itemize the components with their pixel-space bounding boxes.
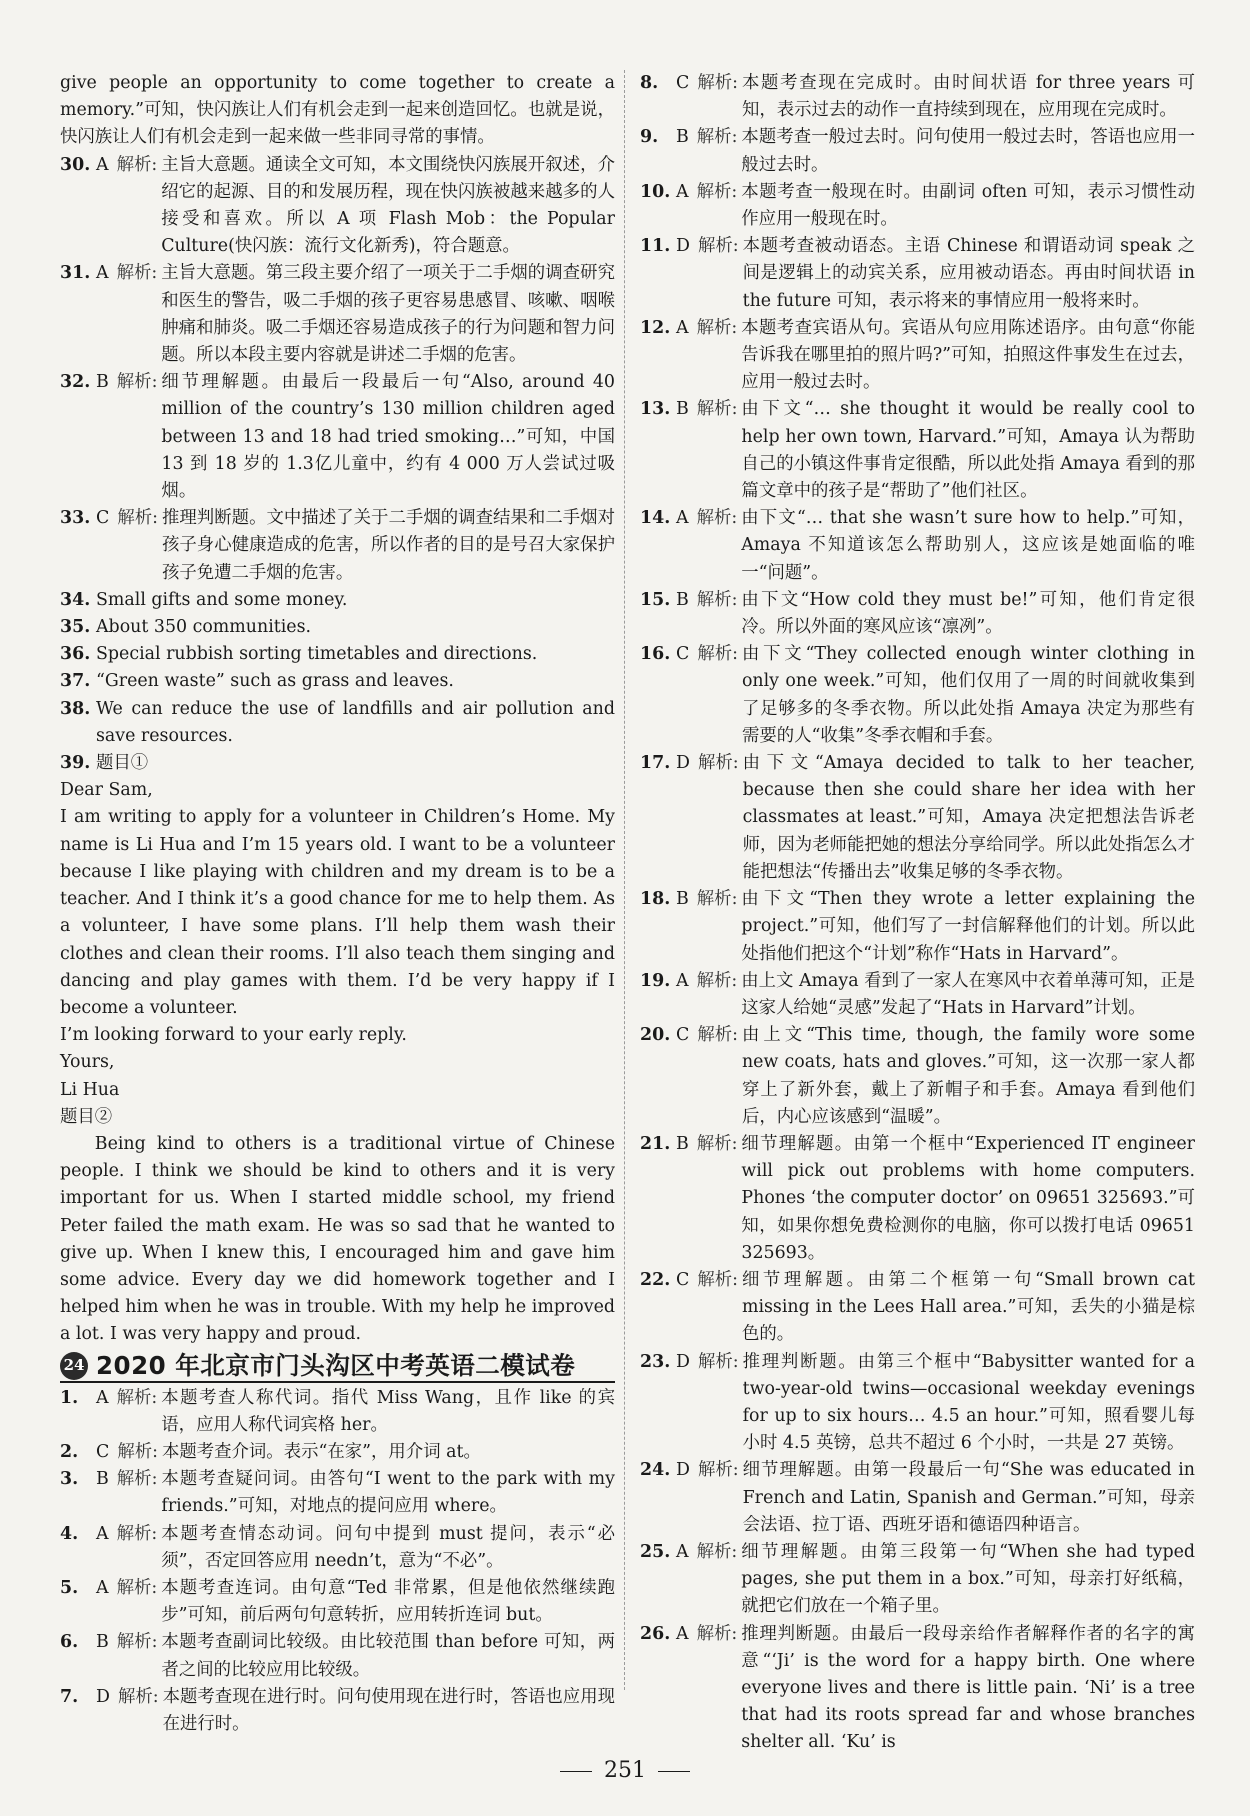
analysis-label: 解析: [116,1387,158,1408]
explanation-text: 由下文“… that she wasn’t sure how to help.”可知，Amaya 不知道该怎么帮助别人，这应该是她面临的唯一“问题”。 [741,508,1195,583]
explanation-text: 本题考查介词。表示“在家”，用介词 at。 [161,1441,481,1462]
answer-letter: A [96,1387,109,1408]
answer-item [640,1349,1195,1458]
analysis-label: 解析: [117,508,158,529]
answer-item [640,1457,1195,1539]
answer-item [640,641,1195,750]
explanation-text: 由下文“Amaya decided to talk to her teacher, because then she could share her idea with her classmates at least.”可知，Amaya 决定把想法告诉老师，因为老师能把她的想法分享给同学。所以此处指怎么才能把想法“传播出去”收集足够的冬季衣物。 [742,753,1195,882]
question-number: 26. [640,1623,671,1644]
column-divider [624,70,625,1690]
explanation-text: 由下文“How cold they must be!”可知，他们肯定很冷。所以外面的寒风应该“凛冽”。 [741,589,1195,638]
answer-letter: C [676,644,690,665]
question-number: 30. [60,154,91,175]
explanation-text: 推理判断题。由第三个框中“Babysitter wanted for a two-year-old twins—occasional weekday evenings for up to six hours… 4.5 an hour.”可知，照看婴儿每小时 4.5 英镑，总共不超过 6 个小时，一共是 27 英镑。 [742,1351,1195,1454]
question-number: 4. [60,1523,79,1544]
letter-body: I am writing to apply for a volunteer in Children’s Home. My name is Li Hua and I’m 15 years old. I want to be a volunteer because I like playing with children and my dream is to be a teacher. And I think it’s a good chance for me to help them. As a volunteer, I have some plans. I’ll help them wash their clothes and clean their rooms. I’ll also teach them singing and dancing and play games with them. I’d be very happy if I become a volunteer. [60,807,615,1018]
right-column [640,70,1195,1757]
answer-item [60,1684,615,1738]
section-title: 2020 年北京市门头沟区中考英语二模试卷 [96,1350,576,1380]
answer-item [640,1131,1195,1267]
analysis-label: 解析: [696,127,738,148]
section-heading [60,1352,615,1383]
question-number: 19. [640,970,671,991]
answer-item [640,396,1195,505]
analysis-label: 解析: [116,263,158,284]
question-number: 13. [640,399,671,420]
answer-letter: A [676,970,689,991]
answer-item [640,505,1195,587]
answer-item [60,641,615,668]
answer-letter: B [676,399,689,420]
explanation-text: 细节理解题。由第三段第一句“When she had typed pages, she put them in a box.”可知，母亲打好纸稿，就把它们放在一个箱子里。 [741,1541,1195,1617]
analysis-label: 解析: [117,1441,158,1462]
page-number-dash-right [658,1771,690,1772]
question-number: 36. [60,644,91,665]
essay-body: Being kind to others is a traditional virtue of Chinese people. I think we should be kind to others and it is very important for us. When I started middle school, my friend Peter failed the math exam. He was so sad that he wanted to give up. When I knew this, I encouraged him and gave him some advice. Every day we did homework together and I helped him when he was in trouble. With my help he improved a lot. I was very happy and proud. [60,1133,615,1345]
analysis-label: 解析: [697,753,739,774]
letter-name: Li Hua [60,1079,120,1100]
question-number: 39. [60,753,91,774]
answer-letter: C [676,1269,690,1290]
question-number: 5. [60,1577,79,1598]
analysis-label: 解析: [116,1577,158,1598]
explanation-text: About 350 communities. [96,617,312,638]
explanation-text: 本题考查被动语态。主语 Chinese 和谓语动词 speak 之间是逻辑上的动宾关系，应用被动语态。再由时间状语 in the future 可知，表示将来的事情应用一般将来时。 [742,236,1195,311]
explanation-text: 本题考查疑问词。由答句“I went to the park with my friends.”可知，对地点的提问应用 where。 [161,1469,615,1517]
explanation-text: 由上文 Amaya 看到了一家人在寒风中衣着单薄可知，正是这家人给她“灵感”发起了“Hats in Harvard”计划。 [741,970,1195,1018]
question-number: 15. [640,589,671,610]
question-number: 18. [640,889,671,910]
question-number: 2. [60,1441,79,1462]
question-number: 3. [60,1469,79,1490]
analysis-label: 解析: [696,508,738,529]
explanation-text: “Green waste” such as grass and leaves. [96,671,454,692]
explanation-text: 主旨大意题。第三段主要介绍了一项关于二手烟的调查研究和医生的警告，吸二手烟的孩子更容易患感冒、咳嗽、咽喉肿痛和肺炎。吸二手烟还容易造成孩子的行为问题和智力问题。所以本段主要内容就是讲述二手烟的危害。 [161,263,615,366]
answer-item [60,1466,615,1520]
analysis-label: 解析: [697,73,738,93]
analysis-label: 解析: [696,317,738,338]
analysis-label: 解析: [696,181,738,202]
answer-item [60,696,615,750]
answer-letter: D [676,236,690,257]
answer-item [640,968,1195,1022]
answer-item [60,1439,615,1466]
explanation-text: 本题考查一般过去时。问句使用一般过去时，答语也应用一般过去时。 [741,127,1195,175]
explanation-text: 细节理解题。由第二个框第一句“Small brown cat missing in the Lees Hall area.”可知，丢失的小猫是棕色的。 [741,1269,1195,1345]
left-column [60,70,615,1738]
analysis-label: 解析: [116,1523,158,1544]
answer-letter: B [96,1469,109,1490]
page-number-dash-left [560,1771,592,1772]
answer-item [640,587,1195,641]
explanation-text: 由上文“This time, though, the family wore some new coats, hats and gloves.”可知，这一次那一家人都穿上了新外套，戴上了新帽子和手套。Amaya 看到他们后，内心应该感到“温暖”。 [741,1025,1195,1127]
question-number: 14. [640,508,671,529]
analysis-label: 解析: [697,236,739,257]
analysis-label: 解析: [696,889,738,910]
answer-letter: D [676,753,690,774]
explanation-text: 本题考查情态动词。问句中提到 must 提问，表示“必须”，否定回答应用 needn’t，意为“不必”。 [161,1523,615,1571]
explanation-text: 由下文“They collected enough winter clothing in only one week.”可知，他们仅用了一周的时间就收集到了足够多的冬季衣物。所以此处指 Amaya 决定为那些有需要的人“收集”冬季衣帽和手套。 [741,644,1195,746]
explanation-text: We can reduce the use of landfills and air pollution and save resources. [96,698,615,746]
explanation-text: Special rubbish sorting timetables and directions. [96,644,538,665]
analysis-label: 解析: [116,154,158,175]
page-number [0,1758,1250,1783]
answer-letter: A [676,508,689,529]
question-number: 21. [640,1133,671,1154]
question-number: 35. [60,617,91,638]
answer-item [640,70,1195,124]
explanation-text: 推理判断题。文中描述了关于二手烟的调查结果和二手烟对孩子身心健康造成的危害，所以作者的目的是号召大家保护孩子免遭二手烟的危害。 [161,508,615,583]
answer-letter: B [96,1632,109,1653]
answer-item [640,315,1195,397]
answer-item [640,179,1195,233]
answer-item [640,124,1195,178]
question-number: 20. [640,1025,671,1046]
analysis-label: 解析: [697,644,738,665]
question-number: 34. [60,589,91,610]
answer-item [60,668,615,695]
answer-letter: D [96,1686,110,1707]
answer-letter: C [96,1441,110,1462]
intro-paragraph: give people an opportunity to come together to create a memory.”可知，快闪族让人们有机会走到一起来创造回忆。也就是说，快闪族让人们有机会走到一起来做一些非同寻常的事情。 [60,73,615,148]
section-number-badge: 24 [60,1352,88,1380]
topic-1-label: 题目① [96,753,149,774]
analysis-label: 解析: [116,1632,158,1653]
analysis-label: 解析: [696,589,738,610]
analysis-label: 解析: [696,399,738,420]
explanation-text: 由下文“Then they wrote a letter explaining the project.”可知，他们写了一封信解释他们的计划。所以此处指他们把这个“计划”称作“Hats in Harvard”。 [741,889,1195,964]
topic-2-label: 题目② [60,1106,113,1127]
question-number: 37. [60,671,91,692]
explanation-text: 本题考查人称代词。指代 Miss Wang，且作 like 的宾语，应用人称代词宾格 her。 [161,1387,615,1435]
answer-item [640,1621,1195,1757]
answer-item [60,260,615,369]
answer-list-right [640,70,1195,1757]
question-number: 1. [60,1387,79,1408]
answer-letter: A [96,263,109,284]
question-number: 12. [640,317,671,338]
answer-item [60,152,615,261]
analysis-label: 解析: [697,1269,738,1290]
answer-item [60,587,615,614]
answer-item [640,886,1195,968]
answer-item [640,750,1195,886]
question-number: 32. [60,372,91,393]
analysis-label: 解析: [696,1541,738,1562]
question-number: 9. [640,127,659,148]
answer-item [60,1575,615,1629]
answer-letter: B [676,1133,689,1154]
answer-list-a [60,152,615,587]
answer-letter: A [676,317,689,338]
question-39 [60,750,615,777]
explanation-text: 推理判断题。由最后一段母亲给作者解释作者的名字的寓意“‘Ji’ is the word for a happy birth. One where everyone lives and there is little pain. ‘Ni’ is a tree that had its roots spread far and whose branches shelter all. ‘Ku’ is [741,1623,1195,1753]
explanation-text: 本题考查宾语从句。宾语从句应用陈述语序。由句意“你能告诉我在哪里拍的照片吗?”可知，拍照这件事发生在过去，应用一般过去时。 [741,317,1195,393]
answer-letter: C [676,1025,690,1046]
explanation-text: 本题考查现在完成时。由时间状语 for three years 可知，表示过去的动作一直持续到现在，应用现在完成时。 [741,73,1195,121]
answer-letter: A [96,1523,109,1544]
answer-letter: B [676,889,689,910]
explanation-text: 细节理解题。由第一段最后一句“She was educated in French and Latin, Spanish and German.”可知，母亲会法语、拉丁语、西班牙语和德语四种语言。 [742,1460,1195,1535]
answer-letter: C [676,73,690,93]
answer-letter: A [676,1623,689,1644]
explanation-text: 本题考查连词。由句意“Ted 非常累，但是他依然继续跑步”可知，前后两句句意转折，应用转折连词 but。 [161,1577,615,1626]
answer-letter: A [676,1541,689,1562]
answer-item [60,1629,615,1683]
answer-list-c [60,1385,615,1739]
explanation-text: 本题考查一般现在时。由副词 often 可知，表示习惯性动作应用一般现在时。 [741,181,1195,230]
question-number: 16. [640,644,671,665]
answer-letter: A [676,181,689,202]
analysis-label: 解析: [697,1460,739,1481]
analysis-label: 解析: [697,1025,738,1046]
analysis-label: 解析: [696,1623,738,1644]
letter [60,777,615,1103]
answer-letter: B [676,127,689,148]
answer-letter: D [676,1351,690,1372]
page-number-value: 251 [604,1758,646,1783]
question-number: 8. [640,73,659,93]
answer-item [640,1022,1195,1131]
analysis-label: 解析: [116,1469,158,1490]
answer-list-b [60,587,615,750]
explanation-text: 细节理解题。由最后一段最后一句“Also, around 40 million of the country’s 130 million children aged between 13 and 18 had tried smoking…”可知，中国 13 到 18 岁的 1.3亿儿童中，约有 4 000 万人尝试过吸烟。 [161,372,615,502]
analysis-label: 解析: [117,1686,159,1707]
analysis-label: 解析: [696,1133,738,1154]
explanation-text: Small gifts and some money. [96,589,348,610]
question-number: 22. [640,1269,671,1290]
answer-letter: B [676,589,689,610]
question-number: 24. [640,1460,671,1481]
letter-closing: I’m looking forward to your early reply. [60,1025,407,1046]
question-number: 6. [60,1632,79,1653]
answer-letter: D [676,1460,690,1481]
answer-item [640,1267,1195,1349]
answer-item [60,369,615,505]
question-number: 33. [60,508,91,529]
explanation-text: 主旨大意题。通读全文可知，本文围绕快闪族展开叙述，介绍它的起源、目的和发展历程，现在快闪族被越来越多的人接受和喜欢。所以 A 项 Flash Mob：the Popular Culture(快闪族：流行文化新秀)，符合题意。 [161,154,615,257]
answer-letter: A [96,1577,109,1598]
question-number: 11. [640,236,671,257]
analysis-label: 解析: [696,970,738,991]
explanation-text: 本题考查现在进行时。问句使用现在进行时，答语也应用现在进行时。 [162,1686,615,1734]
question-number: 25. [640,1541,671,1562]
answer-item [640,233,1195,315]
letter-signoff: Yours, [60,1052,115,1073]
question-number: 23. [640,1351,671,1372]
question-number: 7. [60,1686,79,1707]
question-number: 10. [640,181,671,202]
question-number: 38. [60,698,91,719]
answer-item [60,1521,615,1575]
answer-letter: B [96,372,109,393]
analysis-label: 解析: [697,1351,739,1372]
question-number: 31. [60,263,91,284]
answer-letter: C [96,508,110,529]
explanation-text: 细节理解题。由第一个框中“Experienced IT engineer will pick out problems with home computers. Phones ‘the computer doctor’ on 09651 325693.”可知，如果你想免费检测你的电脑，你可以拨打电话 09651 325693。 [741,1133,1195,1263]
answer-item [60,614,615,641]
question-number: 17. [640,753,671,774]
letter-greeting: Dear Sam, [60,780,153,801]
answer-item [640,1539,1195,1621]
analysis-label: 解析: [116,372,158,393]
answer-item [60,505,615,587]
explanation-text: 由下文“… she thought it would be really cool to help her own town, Harvard.”可知，Amaya 认为帮助自己的小镇这件事肯定很酷，所以此处指 Amaya 看到的那篇文章中的孩子是“帮助了”他们社区。 [741,399,1195,502]
answer-item [60,1385,615,1439]
answer-letter: A [96,154,109,175]
explanation-text: 本题考查副词比较级。由比较范围 than before 可知，两者之间的比较应用比较级。 [161,1632,615,1680]
